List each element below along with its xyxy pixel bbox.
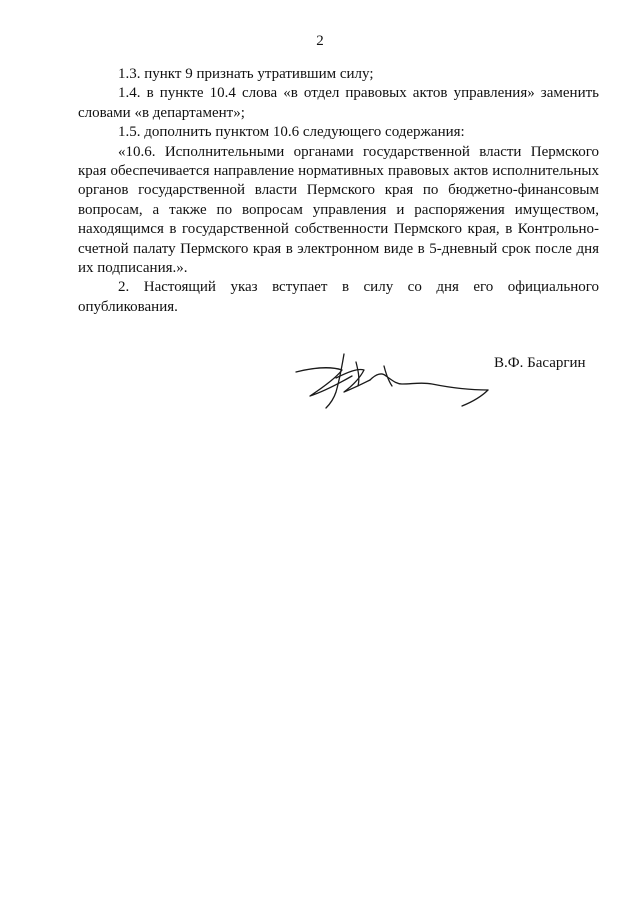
- document-body: [78, 65, 599, 317]
- signatory-name: В.Ф. Басаргин: [494, 355, 586, 371]
- clause-1-3: 1.3. пункт 9 признать утратившим силу;: [118, 66, 374, 82]
- page-number: 2: [316, 33, 324, 49]
- clause-1-4: 1.4. в пункте 10.4 слова «в отдел правовых актов управления» заменить словами «в департамент»;: [78, 85, 599, 121]
- clause-1-5: 1.5. дополнить пунктом 10.6 следующего содержания:: [118, 124, 465, 141]
- clause-10-6-text: «10.6. Исполнительными органами государственной власти Пермского края обеспечивается направление нормативных правовых актов исполнительных органов государственной власти Пермского края по бюджетно-финансовым вопросам, а также по вопросам управления и распоряжения имуществом, находящимся в государственной собственности Пермского края, в Контрольно-счетной палату Пермского края в электронном виде в 5-дневный срок после дня их подписания.».: [78, 143, 599, 277]
- clause-2: 2. Настоящий указ вступает в силу со дня его официального опубликования.: [78, 279, 599, 315]
- handwritten-signature: [292, 348, 504, 416]
